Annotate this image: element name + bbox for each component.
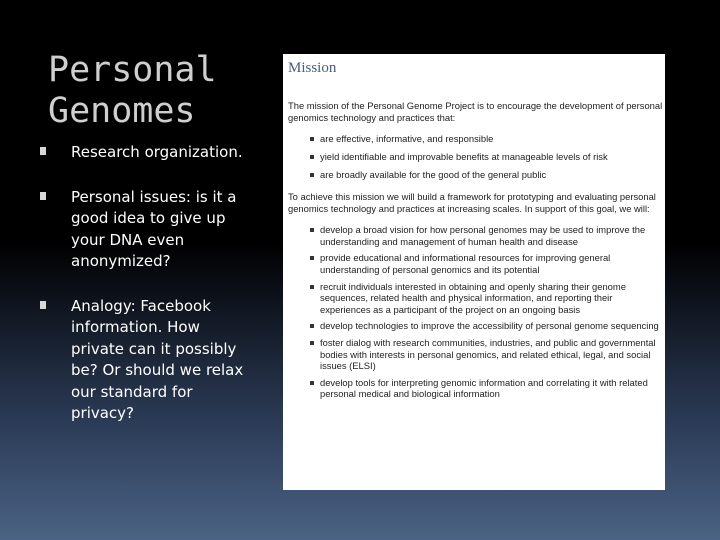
- goal-item: foster dialog with research communities, industries, and public and governmental bodies with interests in personal genomics, and related ethical, legal, and social issues (ELSI): [310, 337, 665, 372]
- bullet-text: Analogy: Facebook information. How private can it possibly be? Or should we relax our standard for privacy?: [71, 296, 244, 422]
- criteria-item: are effective, informative, and responsible: [310, 133, 665, 145]
- mission-goals-list: [288, 224, 665, 400]
- bullet-item: [40, 187, 255, 273]
- bullet-item: [40, 296, 255, 425]
- goals-intro: To achieve this mission we will build a framework for prototyping and evaluating personal genomics technology and practices at increasing scales. In support of this goal, we will:: [288, 190, 656, 214]
- mission-heading: Mission: [288, 60, 337, 76]
- mission-intro: The mission of the Personal Genome Project is to encourage the development of personal genomics technology and practices that:: [288, 100, 663, 123]
- criteria-item: are broadly available for the good of the general public: [310, 169, 665, 181]
- goal-item: provide educational and informational resources for improving general understanding of personal genomics and its potential: [310, 252, 665, 275]
- square-bullet-icon: [40, 192, 46, 200]
- title-line-2: Genomes: [48, 91, 196, 131]
- bullet-text: Research organization.: [71, 143, 243, 161]
- mission-criteria-list: [288, 133, 665, 181]
- square-bullet-icon: [40, 301, 46, 309]
- bullet-item: [40, 142, 255, 164]
- goal-item: develop tools for interpreting genomic information and correlating it with related personal medical and biological information: [310, 377, 665, 400]
- goal-item: develop technologies to improve the accessibility of personal genome sequencing: [310, 320, 665, 332]
- slide-title: [48, 50, 217, 132]
- bullet-text: Personal issues: is it a good idea to give up your DNA even anonymized?: [71, 187, 237, 270]
- goal-item: recruit individuals interested in obtaining and openly sharing their genome sequences, related health and physical information, and reporting their experiences as a participant of the project on an ongoing basis: [310, 281, 665, 316]
- mission-screenshot-panel: [283, 54, 665, 490]
- criteria-item: yield identifiable and improvable benefits at manageable levels of risk: [310, 151, 665, 163]
- bullet-list: [40, 142, 255, 448]
- goal-item: develop a broad vision for how personal genomes may be used to improve the understanding and management of human health and disease: [310, 224, 665, 247]
- square-bullet-icon: [40, 147, 46, 155]
- title-line-1: Personal: [48, 50, 217, 90]
